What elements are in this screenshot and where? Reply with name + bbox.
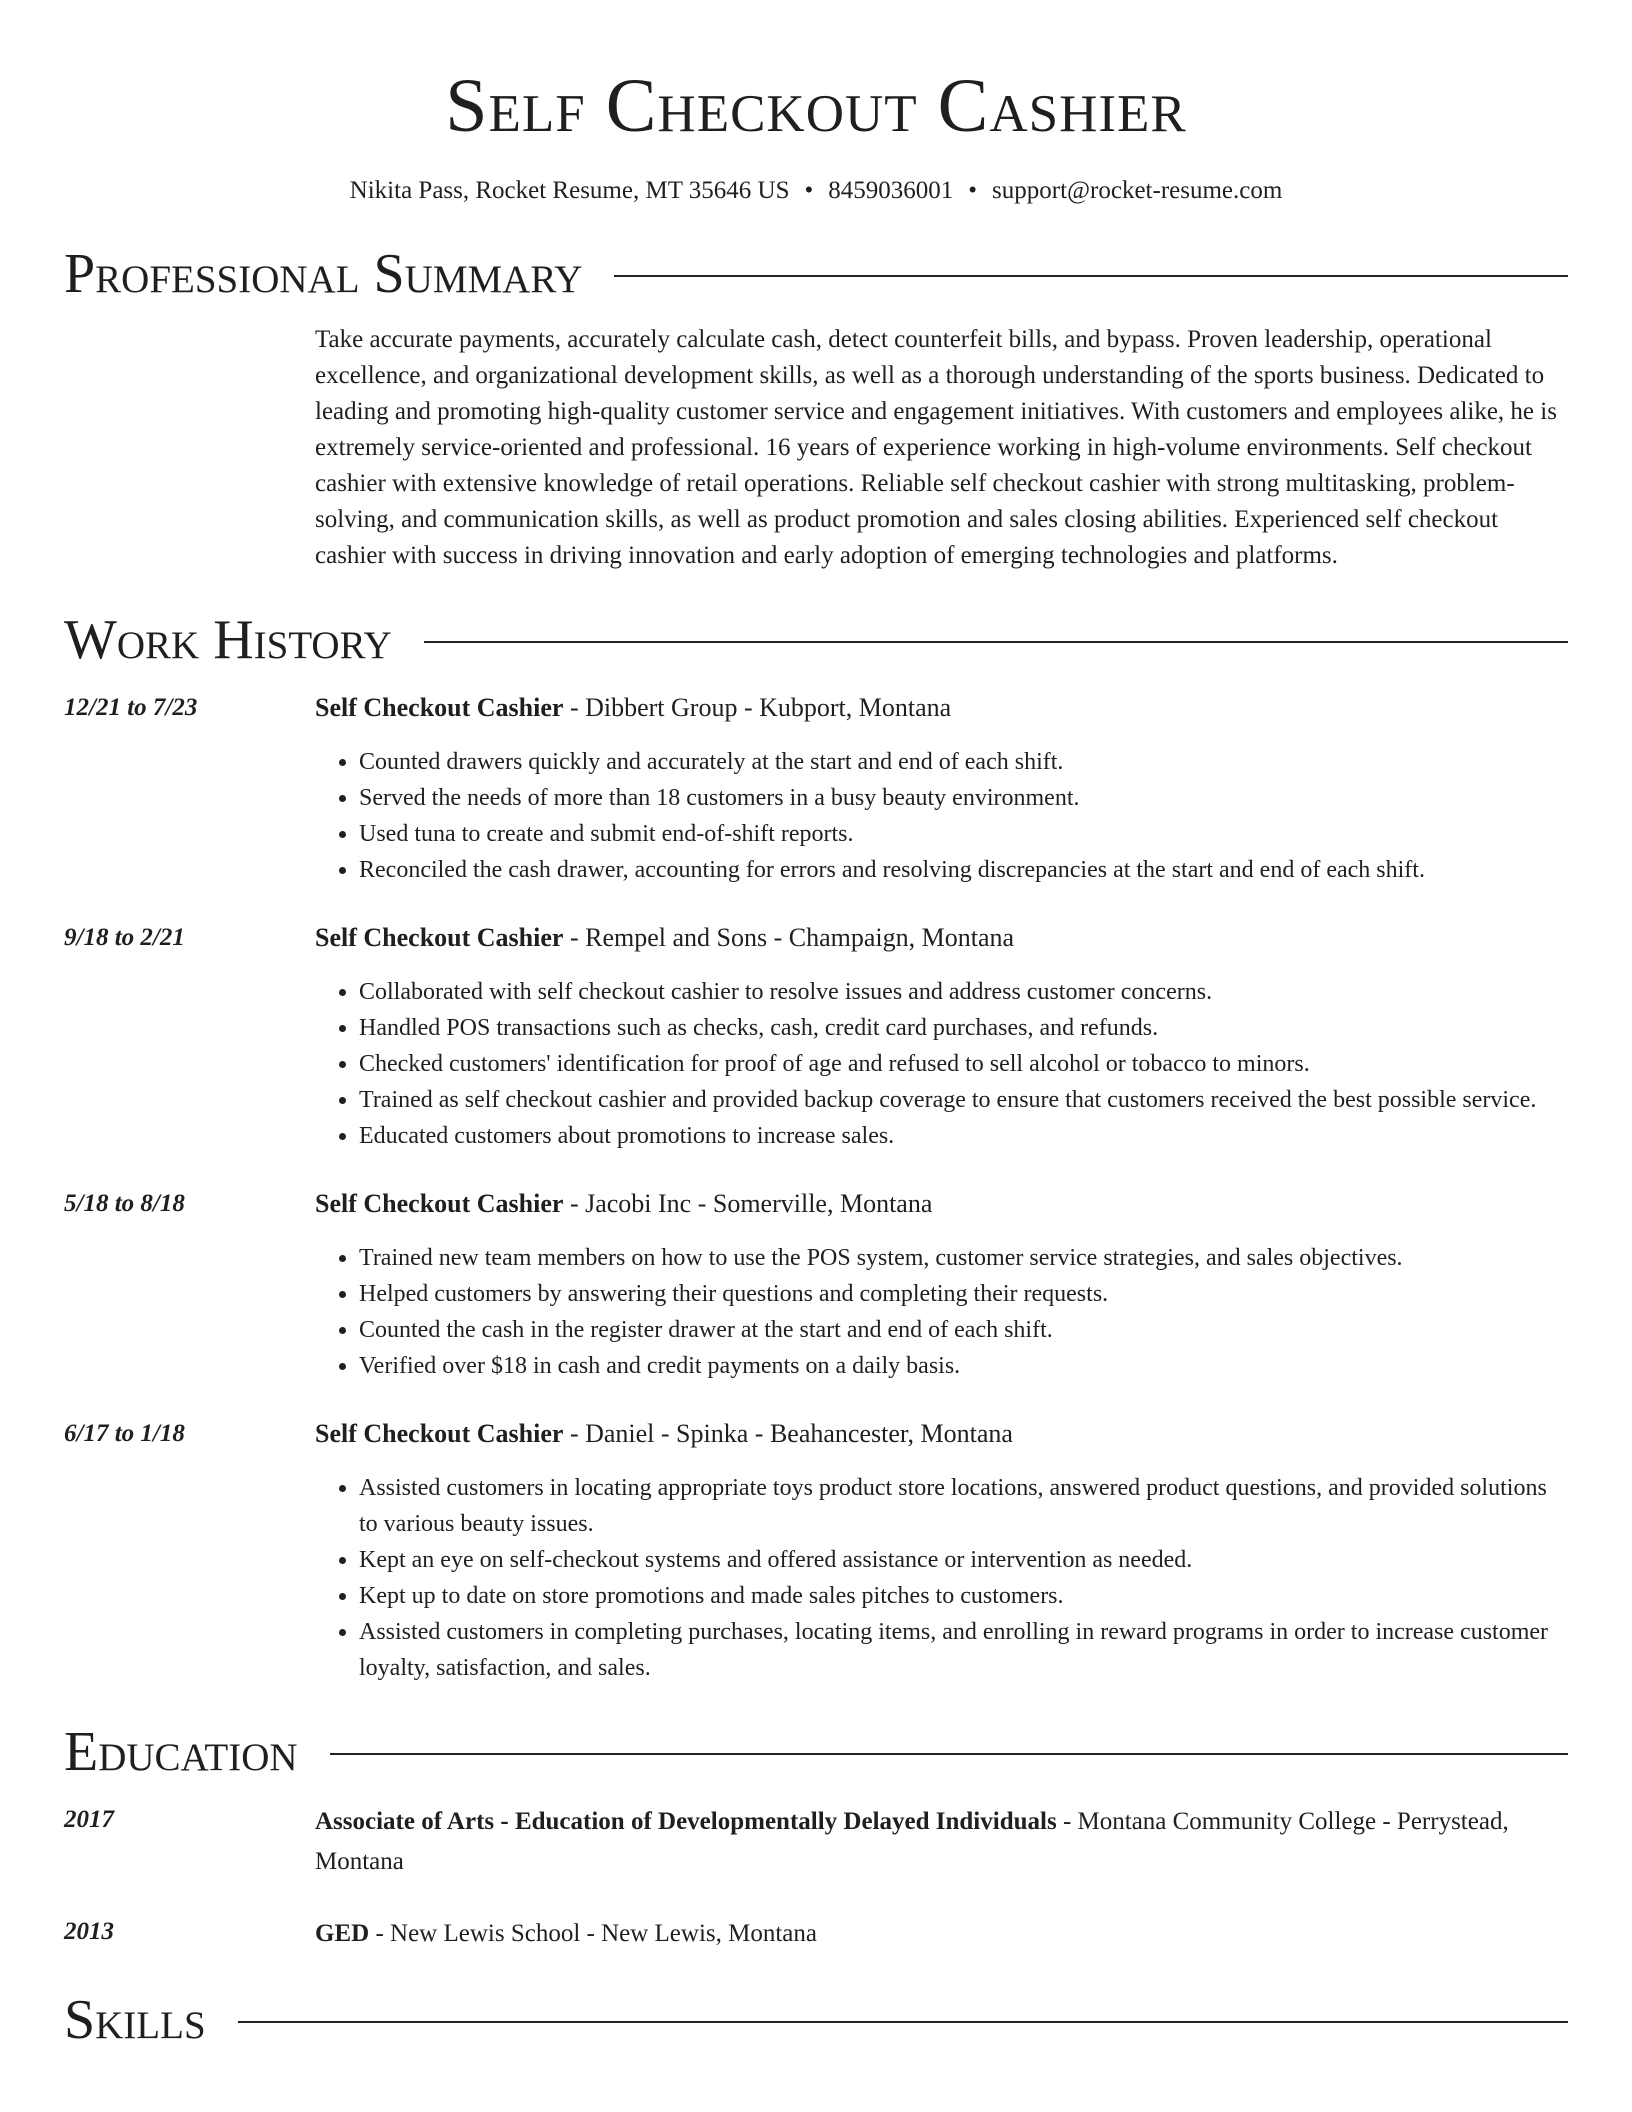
education-details: - Montana Community College - Perrystead, Montana: [315, 1808, 1509, 1875]
job-header: [315, 1416, 1568, 1452]
education-year: 2013: [64, 1918, 114, 1945]
job-bullet: • Verified over $18 in cash and credit payments on a daily basis.: [359, 1348, 1568, 1384]
section-divider: [614, 275, 1568, 277]
job-bullet: • Handled POS transactions such as checks, cash, credit card purchases, and refunds.: [359, 1010, 1568, 1046]
job-bullet: • Checked customers' identification for proof of age and refused to sell alcohol or tobacco to minors.: [359, 1046, 1568, 1082]
education-title: Education: [64, 1721, 298, 1783]
contact-phone: 8459036001: [828, 177, 954, 204]
job-header: [315, 1186, 1568, 1222]
job-body: [315, 1186, 1568, 1384]
job-dates: 12/21 to 7/23: [64, 694, 198, 721]
job-entry: [64, 1186, 1568, 1384]
job-details: - Daniel - Spinka - Beahancester, Montana: [563, 1419, 1013, 1448]
job-bullets: [315, 974, 1568, 1154]
job-dates: 6/17 to 1/18: [64, 1420, 185, 1447]
contact-line: [64, 174, 1568, 208]
job-entry: [64, 690, 1568, 888]
education-year: 2017: [64, 1806, 114, 1833]
summary-text: Take accurate payments, accurately calculate cash, detect counterfeit bills, and bypass. Proven leadership, operational excellence, and organizational development skills, as well as a thorough understanding of the sports business. Dedicated to leading and promoting high-quality customer service and engagement initiatives. With customers and employees alike, he is extremely service-oriented and professional. 16 years of experience working in high-volume environments. Self checkout cashier with extensive knowledge of retail operations. Reliable self checkout cashier with strong multitasking, problem-solving, and communication skills, as well as product promotion and sales closing abilities. Experienced self checkout cashier with success in driving innovation and early adoption of emerging technologies and platforms.: [315, 326, 1557, 569]
job-bullet: • Trained as self checkout cashier and provided backup coverage to ensure that customers received the best possible service.: [359, 1082, 1568, 1118]
job-bullet: • Counted drawers quickly and accurately at the start and end of each shift.: [359, 744, 1568, 780]
job-bullets: [315, 744, 1568, 888]
job-title: Self Checkout Cashier: [315, 693, 564, 722]
resume-name: Self Checkout Cashier: [445, 64, 1187, 148]
job-header: [315, 920, 1568, 956]
job-bullets: [315, 1240, 1568, 1384]
job-bullet: • Trained new team members on how to use the POS system, customer service strategies, and sales objectives.: [359, 1240, 1568, 1276]
job-bullets: [315, 1470, 1568, 1686]
job-details: - Dibbert Group - Kubport, Montana: [563, 693, 952, 722]
job-body: [315, 690, 1568, 888]
summary-row: [64, 322, 1568, 574]
job-bullet: • Educated customers about promotions to increase sales.: [359, 1118, 1568, 1154]
education-degree: Associate of Arts - Education of Developmentally Delayed Individuals: [315, 1808, 1057, 1835]
job-details: - Jacobi Inc - Somerville, Montana: [563, 1189, 933, 1218]
job-bullet: • Served the needs of more than 18 customers in a busy beauty environment.: [359, 780, 1568, 816]
section-divider: [330, 1753, 1568, 1755]
job-title: Self Checkout Cashier: [315, 1419, 564, 1448]
section-divider: [424, 641, 1568, 643]
job-title: Self Checkout Cashier: [315, 923, 564, 952]
job-bullet: • Counted the cash in the register drawer at the start and end of each shift.: [359, 1312, 1568, 1348]
job-dates: 5/18 to 8/18: [64, 1190, 185, 1217]
job-bullet: • Kept up to date on store promotions and made sales pitches to customers.: [359, 1578, 1568, 1614]
education-entry: [64, 1802, 1568, 1882]
education-body: [315, 1914, 1568, 1954]
section-divider: [238, 2021, 1568, 2023]
job-entry: [64, 1416, 1568, 1686]
job-details: - Rempel and Sons - Champaign, Montana: [563, 923, 1015, 952]
job-body: [315, 1416, 1568, 1686]
job-bullet: • Helped customers by answering their questions and completing their requests.: [359, 1276, 1568, 1312]
job-bullet: • Assisted customers in completing purchases, locating items, and enrolling in reward programs in order to increase customer loyalty, satisfaction, and sales.: [359, 1614, 1568, 1686]
work-title: Work History: [64, 609, 392, 671]
education-degree: GED: [315, 1920, 370, 1947]
job-bullet: • Collaborated with self checkout cashier to resolve issues and address customer concerns.: [359, 974, 1568, 1010]
skills-heading: [64, 1988, 1568, 2052]
job-bullet: • Used tuna to create and submit end-of-shift reports.: [359, 816, 1568, 852]
job-bullet: • Assisted customers in locating appropriate toys product store locations, answered product questions, and provided solutions to various beauty issues.: [359, 1470, 1568, 1542]
job-title: Self Checkout Cashier: [315, 1189, 564, 1218]
contact-separator: •: [968, 177, 978, 204]
job-dates: 9/18 to 2/21: [64, 924, 185, 951]
contact-address: Nikita Pass, Rocket Resume, MT 35646 US: [349, 177, 790, 204]
job-header: [315, 690, 1568, 726]
education-details: - New Lewis School - New Lewis, Montana: [369, 1920, 818, 1947]
job-bullet: • Kept an eye on self-checkout systems and offered assistance or intervention as needed.: [359, 1542, 1568, 1578]
summary-title: Professional Summary: [64, 243, 583, 305]
education-entry: [64, 1914, 1568, 1954]
summary-heading: [64, 242, 1568, 306]
contact-email: support@rocket-resume.com: [992, 177, 1283, 204]
job-entry: [64, 920, 1568, 1154]
education-heading: [64, 1720, 1568, 1784]
education-body: [315, 1802, 1568, 1882]
job-body: [315, 920, 1568, 1154]
contact-separator: •: [804, 177, 814, 204]
summary-spacer: [64, 322, 315, 574]
work-heading: [64, 608, 1568, 672]
job-bullet: • Reconciled the cash drawer, accounting for errors and resolving discrepancies at the start and end of each shift.: [359, 852, 1568, 888]
skills-title: Skills: [64, 1989, 206, 2051]
